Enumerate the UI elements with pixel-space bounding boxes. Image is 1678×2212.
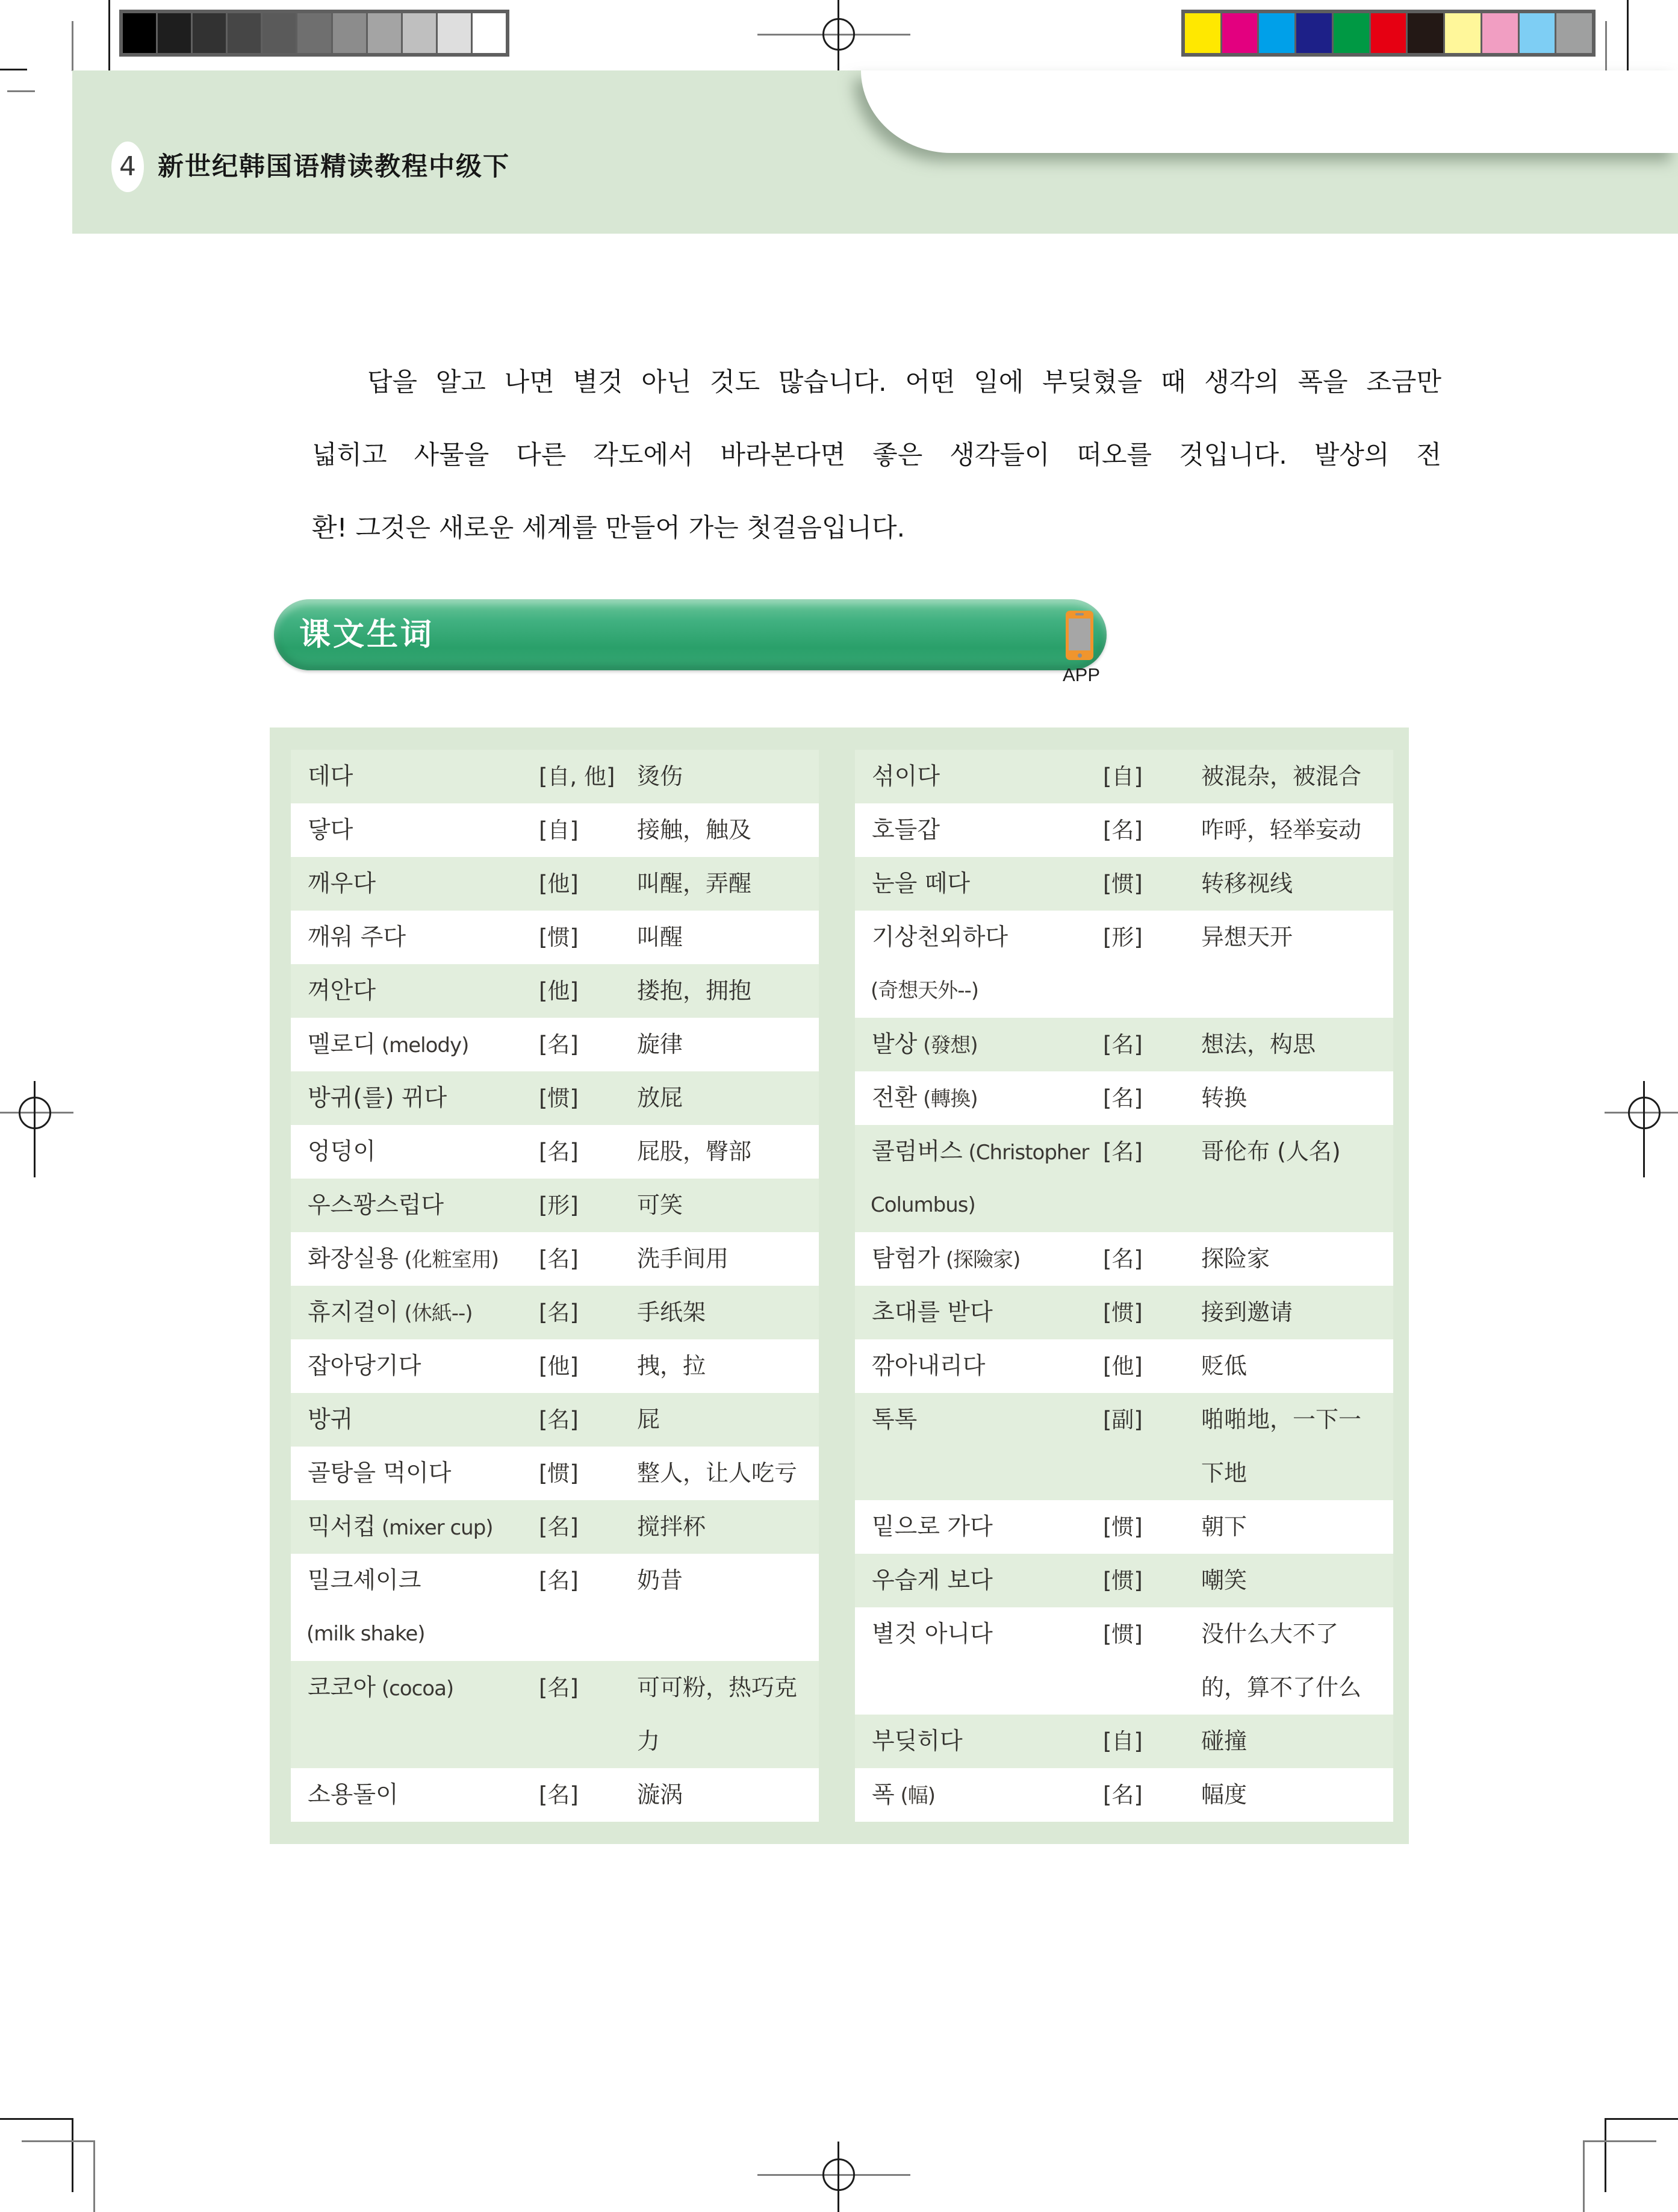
pos-tag: [惯] (1103, 1300, 1143, 1326)
calibration-patch (1259, 13, 1294, 53)
pos-tag: [他] (1103, 1353, 1143, 1379)
pos-tag: [他] (539, 978, 579, 1004)
vocab-row (291, 857, 819, 911)
vocab-column-left (291, 750, 819, 1822)
trim-mark (1583, 2140, 1656, 2142)
calibration-patch (1185, 13, 1220, 53)
chinese-meaning: 可可粉，热巧克 (637, 1674, 798, 1701)
phone-home-button-icon (1078, 653, 1082, 658)
korean-term: 발상 (發想) (872, 1031, 978, 1058)
paragraph-line: 답을 알고 나면 별것 아닌 것도 많습니다. 어떤 일에 부딪혔을 때 생각의 폭을 조금만 (367, 367, 1441, 397)
vocab-row (291, 750, 819, 803)
term-annotation: (mixer cup) (376, 1516, 493, 1540)
korean-term: 초대를 받다 (872, 1299, 993, 1326)
chinese-meaning-line2: 力 (637, 1728, 660, 1754)
calibration-patch (263, 13, 296, 53)
calibration-patch (297, 13, 331, 53)
chinese-meaning: 幅度 (1201, 1781, 1248, 1808)
calibration-patch (1296, 13, 1332, 53)
vocabulary-panel (270, 727, 1409, 1844)
calibration-patch (1408, 13, 1443, 53)
pos-tag: [名] (539, 1032, 579, 1058)
chinese-meaning-line2: 下地 (1201, 1460, 1248, 1486)
chinese-meaning: 碰撞 (1201, 1728, 1248, 1754)
app-phone-icon (1066, 611, 1093, 660)
vocab-row (291, 1339, 819, 1393)
term-annotation: (Christopher (962, 1141, 1089, 1165)
section-banner (274, 599, 1107, 670)
pos-tag: [自] (539, 817, 579, 843)
pos-tag: [名] (539, 1675, 579, 1701)
korean-term: 엉덩이 (308, 1138, 376, 1165)
vocab-row (855, 1715, 1393, 1768)
pos-tag: [名] (539, 1300, 579, 1326)
korean-term-line2: Columbus) (871, 1193, 975, 1217)
korean-term: 밀크셰이크 (308, 1567, 421, 1594)
chinese-meaning: 朝下 (1201, 1513, 1248, 1540)
pos-tag: [名] (539, 1246, 579, 1272)
chinese-meaning: 啪啪地，一下一 (1201, 1406, 1362, 1433)
vocab-row (855, 1554, 1393, 1607)
korean-term: 코코아 (cocoa) (308, 1674, 454, 1701)
pos-tag: [名] (1103, 1085, 1143, 1111)
korean-term: 폭 (幅) (872, 1781, 936, 1809)
korean-term: 콜럼버스 (Christopher (872, 1138, 1089, 1165)
vocab-row (855, 911, 1393, 1018)
vocab-row (855, 1125, 1393, 1232)
vocab-row (291, 1018, 819, 1071)
vocab-row (855, 857, 1393, 911)
korean-term: 별것 아니다 (872, 1621, 993, 1648)
chinese-meaning: 哥伦布 (人名) (1201, 1138, 1341, 1165)
vocab-row (291, 1286, 819, 1339)
korean-term: 휴지걸이 (休紙--) (308, 1299, 473, 1326)
korean-term: 방귀(를) 뀌다 (308, 1085, 447, 1112)
pos-tag: [自, 他] (539, 764, 615, 790)
chinese-meaning: 被混杂，被混合 (1201, 763, 1362, 790)
chinese-meaning: 叫醒 (637, 924, 683, 950)
korean-term: 화장실용 (化粧室用) (308, 1245, 499, 1273)
vocab-row (291, 1768, 819, 1822)
pos-tag: [形] (539, 1192, 579, 1218)
vocab-row (291, 803, 819, 857)
term-annotation: (cocoa) (376, 1677, 454, 1701)
vocab-row (855, 1232, 1393, 1286)
pos-tag: [惯] (1103, 1621, 1143, 1647)
pos-tag: [名] (1103, 1246, 1143, 1272)
korean-term: 데다 (308, 763, 353, 790)
pos-tag: [惯] (539, 924, 579, 950)
chinese-meaning: 接触，触及 (637, 817, 752, 843)
trim-mark (1605, 21, 1607, 71)
pos-tag: [名] (539, 1514, 579, 1540)
paragraph-line: 넓히고 사물을 다른 각도에서 바라본다면 좋은 생각들이 떠오를 것입니다. 발상의 전 (312, 440, 1441, 470)
chinese-meaning-line2: 的，算不了什么 (1201, 1674, 1362, 1701)
chinese-meaning: 拽，拉 (637, 1353, 706, 1379)
phone-screen (1069, 618, 1090, 650)
chinese-meaning: 屁股，臀部 (637, 1138, 752, 1165)
term-annotation: (休紙--) (398, 1301, 473, 1326)
calibration-patch (473, 13, 506, 53)
korean-term: 우습게 보다 (872, 1567, 993, 1594)
korean-term: 깨우다 (308, 870, 376, 897)
pos-tag: [名] (539, 1139, 579, 1165)
chinese-meaning: 探险家 (1201, 1245, 1270, 1272)
calibration-patch (438, 13, 471, 53)
vocab-row (855, 1500, 1393, 1554)
pos-tag: [形] (1103, 924, 1143, 950)
chinese-meaning: 叫醒，弄醒 (637, 870, 752, 897)
chinese-meaning: 可笑 (637, 1192, 683, 1218)
vocab-row (855, 750, 1393, 803)
vocab-row (291, 1071, 819, 1125)
page-number-badge: 4 (111, 142, 144, 192)
chinese-meaning: 手纸架 (637, 1299, 706, 1326)
trim-mark (0, 2118, 73, 2120)
trim-mark (1605, 2118, 1606, 2192)
korean-term: 전환 (轉換) (872, 1085, 978, 1112)
header-swoosh-shape (861, 70, 1678, 153)
pos-tag: [他] (539, 871, 579, 897)
vocab-row (855, 1339, 1393, 1393)
chinese-meaning: 漩涡 (637, 1781, 683, 1808)
registration-circle (19, 1097, 51, 1129)
pos-tag: [自] (1103, 764, 1143, 790)
trim-mark (7, 90, 35, 92)
korean-term: 호들갑 (872, 817, 940, 844)
korean-term: 기상천외하다 (872, 924, 1008, 951)
page-title: 新世纪韩国语精读教程中级下 (158, 152, 510, 182)
trim-mark (1627, 0, 1629, 73)
calibration-patch (1520, 13, 1555, 53)
vocab-row (291, 1447, 819, 1500)
paragraph-line: 환! 그것은 새로운 세계를 만들어 가는 첫걸음입니다. (312, 513, 906, 543)
vocab-row (855, 1286, 1393, 1339)
korean-term: 껴안다 (308, 977, 376, 1005)
pos-tag: [副] (1103, 1407, 1143, 1433)
chinese-meaning: 奶昔 (637, 1567, 683, 1594)
calibration-patch (158, 13, 191, 53)
calibration-patch (1556, 13, 1592, 53)
term-annotation: (化粧室用) (398, 1248, 499, 1272)
trim-mark (72, 21, 73, 71)
vocab-row (855, 1607, 1393, 1715)
vocab-row (855, 1768, 1393, 1822)
vocab-row (291, 1179, 819, 1232)
registration-circle (1628, 1097, 1661, 1129)
korean-term: 눈을 떼다 (872, 870, 971, 897)
calibration-patch (1222, 13, 1258, 53)
vocab-row (291, 1500, 819, 1554)
pos-tag: [名] (1103, 1782, 1143, 1808)
page-header-band (72, 70, 1678, 234)
term-annotation: (轉換) (917, 1087, 978, 1111)
korean-term: 탐험가 (探險家) (872, 1245, 1021, 1273)
term-annotation: (幅) (894, 1784, 936, 1808)
pos-tag: [惯] (1103, 1514, 1143, 1540)
korean-term: 톡톡 (872, 1406, 918, 1433)
trim-mark (0, 69, 27, 70)
korean-term: 잡아당기다 (308, 1353, 421, 1380)
korean-term: 믹서컵 (mixer cup) (308, 1513, 493, 1541)
calibration-patch (403, 13, 436, 53)
chinese-meaning: 贬低 (1201, 1353, 1248, 1379)
korean-term-line2: (milk shake) (306, 1622, 425, 1646)
trim-mark (93, 2140, 95, 2212)
korean-term: 골탕을 먹이다 (308, 1460, 452, 1487)
pos-tag: [名] (539, 1407, 579, 1433)
chinese-meaning: 洗手间用 (637, 1245, 729, 1272)
vocab-column-right (855, 750, 1393, 1822)
pos-tag: [惯] (539, 1085, 579, 1111)
calibration-patch (123, 13, 156, 53)
chinese-meaning: 搅拌杯 (637, 1513, 706, 1540)
pos-tag: [名] (1103, 817, 1143, 843)
color-calibration-bar (1181, 10, 1596, 57)
vocab-row (855, 1018, 1393, 1071)
korean-term-line2: (奇想天外--) (871, 979, 979, 1003)
korean-term: 닿다 (308, 817, 353, 844)
pos-tag: [名] (1103, 1139, 1143, 1165)
calibration-patch (368, 13, 401, 53)
pos-tag: [惯] (1103, 1568, 1143, 1594)
chinese-meaning: 异想天开 (1201, 924, 1293, 950)
app-label: APP (1062, 664, 1101, 685)
chinese-meaning: 接到邀请 (1201, 1299, 1293, 1326)
pos-tag: [名] (1103, 1032, 1143, 1058)
vocab-row (291, 1661, 819, 1768)
chinese-meaning: 整人，让人吃亏 (637, 1460, 798, 1486)
term-annotation: (melody) (376, 1033, 469, 1058)
registration-mark (1643, 1081, 1645, 1177)
pos-tag: [惯] (539, 1460, 579, 1486)
vocab-row (855, 1071, 1393, 1125)
calibration-patch (193, 13, 226, 53)
chinese-meaning: 转换 (1201, 1085, 1248, 1111)
chinese-meaning: 放屁 (637, 1085, 683, 1111)
term-annotation: (發想) (917, 1033, 978, 1058)
chinese-meaning: 旋律 (637, 1031, 683, 1058)
pos-tag: [自] (1103, 1728, 1143, 1754)
pos-tag: [名] (539, 1568, 579, 1594)
korean-term: 깨워 주다 (308, 924, 406, 951)
trim-mark (72, 2118, 73, 2192)
vocab-row (291, 1125, 819, 1179)
korean-term: 부딪히다 (872, 1728, 963, 1755)
vocab-row (291, 964, 819, 1018)
term-annotation: (探險家) (940, 1248, 1021, 1272)
calibration-patch (1371, 13, 1406, 53)
korean-term: 멜로디 (melody) (308, 1031, 469, 1058)
vocab-row (855, 803, 1393, 857)
chinese-meaning: 搂抱，拥抱 (637, 977, 752, 1004)
calibration-patch (228, 13, 261, 53)
chinese-meaning: 转移视线 (1201, 870, 1293, 897)
korean-term: 깎아내리다 (872, 1353, 986, 1380)
trim-mark (108, 0, 110, 73)
chinese-meaning: 想法，构思 (1201, 1031, 1316, 1058)
trim-mark (1583, 2140, 1585, 2212)
chinese-meaning: 屁 (637, 1406, 660, 1433)
section-title: 课文生词 (299, 617, 435, 653)
trim-mark (1605, 2118, 1678, 2120)
vocab-row (291, 1393, 819, 1447)
registration-mark (34, 1081, 36, 1177)
pos-tag: [惯] (1103, 871, 1143, 897)
chinese-meaning: 烫伤 (637, 763, 683, 790)
intro-paragraph (312, 346, 1441, 565)
registration-circle (822, 18, 855, 51)
chinese-meaning: 没什么大不了 (1201, 1621, 1339, 1647)
phone-speaker-icon (1075, 613, 1084, 615)
pos-tag: [名] (539, 1782, 579, 1808)
grayscale-calibration-bar (119, 10, 509, 57)
chinese-meaning: 嘲笑 (1201, 1567, 1248, 1594)
chinese-meaning: 咋呼，轻举妄动 (1201, 817, 1362, 843)
trim-mark (22, 2140, 95, 2142)
calibration-patch (1482, 13, 1518, 53)
registration-circle (822, 2158, 855, 2191)
korean-term: 섞이다 (872, 763, 940, 790)
vocab-row (291, 1554, 819, 1661)
korean-term: 소용돌이 (308, 1781, 399, 1809)
korean-term: 방귀 (308, 1406, 353, 1433)
pos-tag: [他] (539, 1353, 579, 1379)
korean-term: 우스꽝스럽다 (308, 1192, 444, 1219)
calibration-patch (1445, 13, 1481, 53)
korean-term: 밑으로 가다 (872, 1513, 993, 1541)
calibration-patch (333, 13, 366, 53)
calibration-patch (1334, 13, 1369, 53)
vocab-row (855, 1393, 1393, 1500)
vocab-row (291, 1232, 819, 1286)
vocab-row (291, 911, 819, 964)
